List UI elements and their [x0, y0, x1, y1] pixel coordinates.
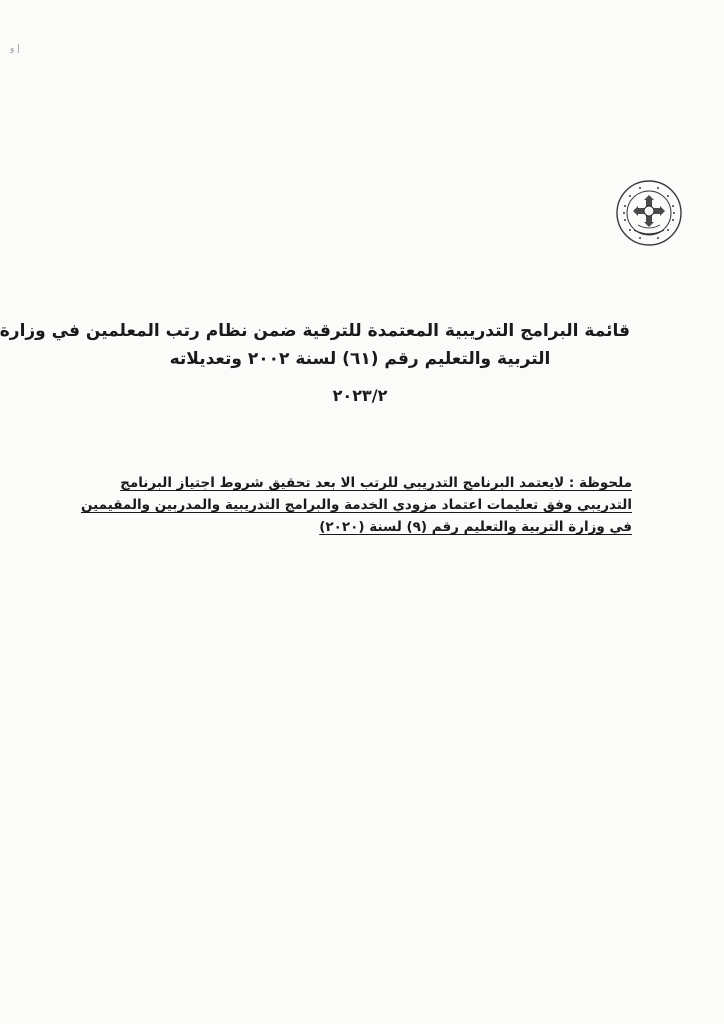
title-line-1: قائمة البرامج التدريبية المعتمدة للترقية ضمن نظام رتب المعلمين في وزارة [0, 321, 630, 341]
note-line-1: ملحوظة : لايعتمد البرنامج التدريبي للرتب الا بعد تحقيق شروط اجتياز البرنامج [120, 475, 632, 491]
note-block [80, 472, 632, 538]
note-line-3: في وزارة التربية والتعليم رقم (٩) لسنة (٢٠٢٠) [319, 519, 632, 535]
note-line-2: التدريبي وفق تعليمات اعتماد مزودي الخدمة والبرامج التدريبية والمدربين والمقيمين [80, 497, 632, 513]
ministry-emblem-icon [614, 178, 684, 248]
title-line-2: التربية والتعليم رقم (٦١) لسنة ٢٠٠٢ وتعديلاته [169, 349, 551, 369]
document-date: ٢٠٢٣/٢ [332, 386, 388, 405]
document-title-block [0, 318, 630, 405]
corner-scan-mark: ﺇ ﻭ [10, 44, 20, 54]
